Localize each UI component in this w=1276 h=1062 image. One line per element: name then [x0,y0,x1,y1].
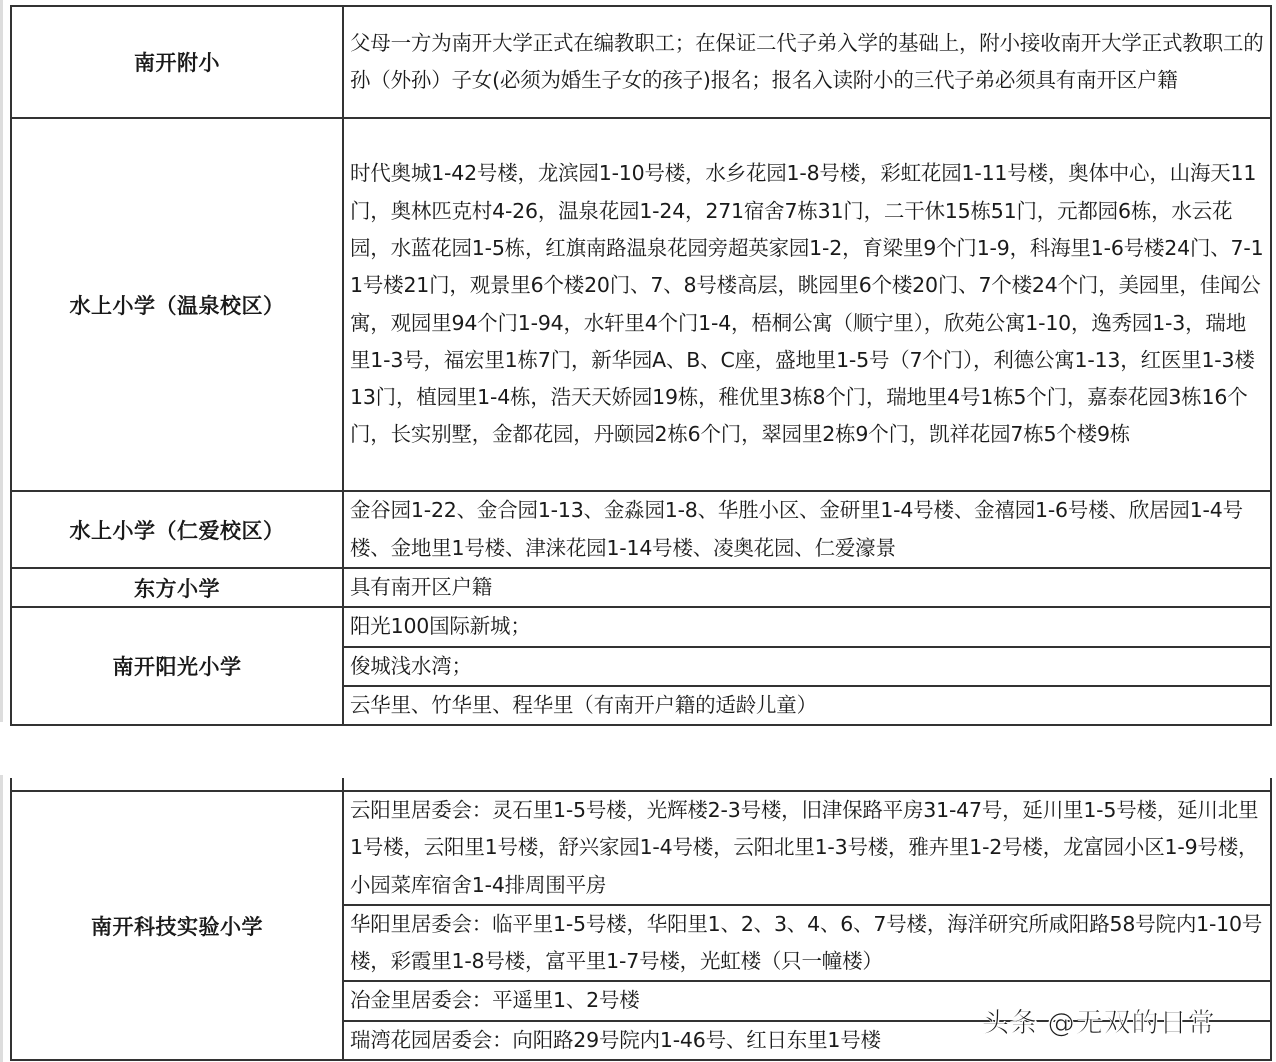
district-areas-cell: 阳光100国际新城； [343,607,1271,646]
table-row [11,607,1271,646]
school-name-cell: 水上小学（温泉校区） [11,118,343,491]
table-border-stub [10,778,12,790]
district-areas-cell: 云阳里居委会：灵石里1-5号楼，光辉楼2-3号楼，旧津保路平房31-47号，延川里1-5号楼，延川北里1号楼，云阳里1号楼，舒兴家园1-4号楼，云阳北里1-3号楼，雅卉里1-2号楼，龙富园小区1-9号楼，小园菜库宿舍1-4排周围平房 [343,791,1271,905]
page-edge [0,0,3,722]
page-edge [0,775,3,1062]
district-areas-cell: 瑞湾花园居委会：向阳路29号院内1-46号、红日东里1号楼 [343,1021,1271,1060]
table-border-stub [1270,716,1272,722]
table-row [11,118,1271,491]
table-border-stub [342,778,344,790]
school-name-cell: 水上小学（仁爱校区） [11,491,343,568]
district-areas-cell: 具有南开区户籍 [343,568,1271,607]
district-areas-cell: 俊城浅水湾； [343,647,1271,686]
district-areas-cell: 华阳里居委会：临平里1-5号楼，华阳里1、2、3、4、6、7号楼，海洋研究所咸阳路58号院内1-10号楼，彩霞里1-8号楼，富平里1-7号楼，光虹楼（只一幢楼） [343,905,1271,982]
district-areas-cell: 时代奥城1-42号楼，龙滨园1-10号楼，水乡花园1-8号楼，彩虹花园1-11号楼，奥体中心，山海天11门，奥林匹克村4-26，温泉花园1-24，271宿舍7栋31门，二干休15栋51门，元都园6栋，水云花园，水蓝花园1-5栋，红旗南路温泉花园旁超英家园1-2，育梁里9个门1-9，科海里1-6号楼24门、7-11号楼21门，观景里6个楼20门、7、8号楼高层，眺园里6个楼20门、7个楼24个门，美园里，佳闻公寓，观园里94个门1-94，水轩里4个门1-4，梧桐公寓（顺宁里），欣苑公寓1-10，逸秀园1-3，瑞地里1-3号，福宏里1栋7门，新华园A、B、C座，盛地里1-5号（7个门），利德公寓1-13，红医里1-3楼13门，植园里1-4栋，浩天天娇园19栋，稚优里3栋8个门，瑞地里4号1栋5个门，嘉泰花园3栋16个门，长实别墅，金都花园，丹颐园2栋6个门，翠园里2栋9个门，凯祥花园7栋5个楼9栋 [343,118,1271,491]
table-border-stub [10,716,12,722]
table-row [11,491,1271,568]
district-areas-cell: 云华里、竹华里、程华里（有南开户籍的适龄儿童） [343,686,1271,725]
school-district-table-top [10,5,1272,726]
table-border-stub [1270,778,1272,790]
school-name-cell: 南开科技实验小学 [11,791,343,1060]
school-name-cell: 东方小学 [11,568,343,607]
district-areas-cell: 金谷园1-22、金合园1-13、金淼园1-8、华胜小区、金研里1-4号楼、金禧园1-6号楼、欣居园1-4号楼、金地里1号楼、津涞花园1-14号楼、凌奥花园、仁爱濠景 [343,491,1271,568]
school-name-cell: 南开阳光小学 [11,607,343,725]
district-areas-cell: 父母一方为南开大学正式在编教职工；在保证二代子弟入学的基础上，附小接收南开大学正式教职工的孙（外孙）子女(必须为婚生子女的孩子)报名；报名入读附小的三代子弟必须具有南开区户籍 [343,6,1271,118]
table-row [11,6,1271,118]
table-row [11,791,1271,905]
district-areas-cell: 冶金里居委会：平遥里1、2号楼 [343,981,1271,1020]
table-border-stub [342,716,344,722]
watermark-text: 头条 @无双的日常 [982,1008,1216,1039]
school-name-cell: 南开附小 [11,6,343,118]
table-row [11,568,1271,607]
